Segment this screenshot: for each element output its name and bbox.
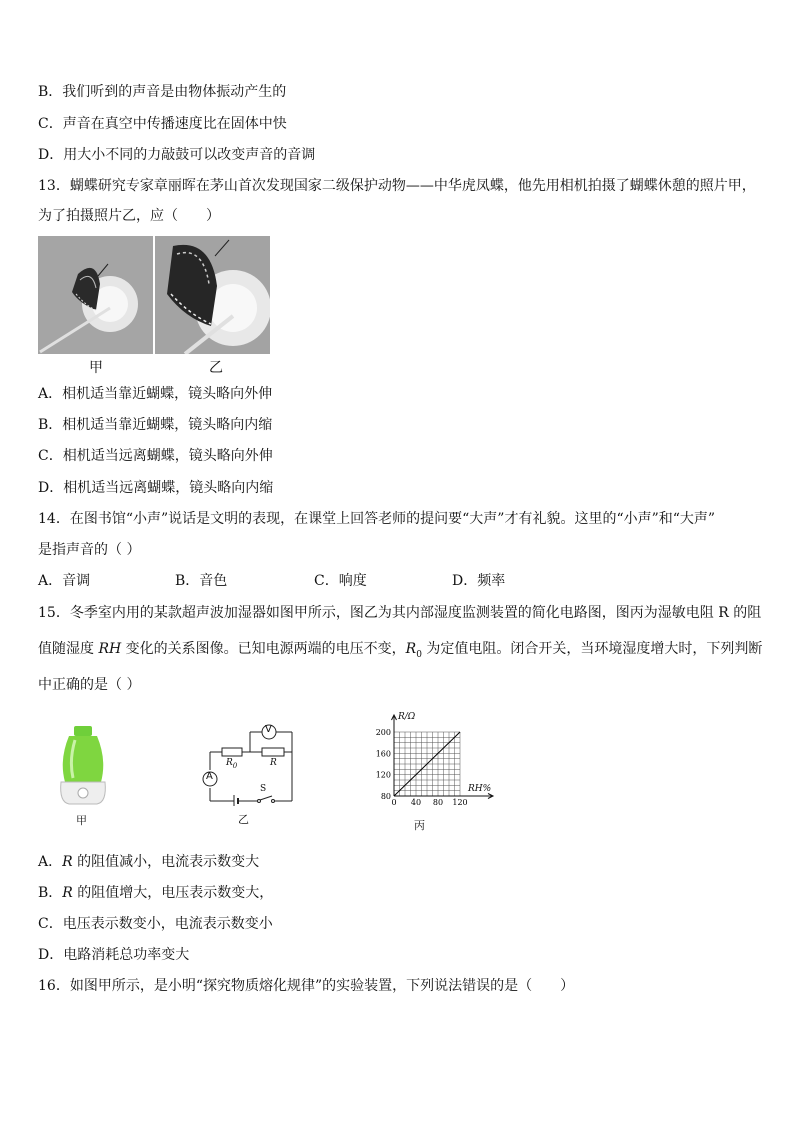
figure-c-caption: 丙 — [414, 819, 425, 832]
q13-option-c: C．相机适当远离蝴蝶，镜头略向外伸 — [38, 448, 273, 464]
graph-y-axis-label: R/Ω — [398, 712, 416, 722]
caption-photo-b: 乙 — [209, 360, 223, 376]
y-tick-label: 80 — [380, 792, 391, 801]
x-tick-label: 120 — [452, 798, 468, 807]
r0-label: $R_0$ — [226, 758, 238, 770]
q15-option-b: B．R 的阻值增大，电压表示数变大， — [38, 885, 274, 901]
humidifier-illustration — [55, 726, 111, 806]
q13-option-b: B．相机适当靠近蝴蝶，镜头略向内缩 — [38, 417, 273, 433]
butterfly-photo-b — [155, 236, 270, 354]
q15-stem-line2: 值随湿度 RH 变化的关系图像。已知电源两端的电压不变，$R_0$ 为定值电阻。闭合开关，当环境湿度增大时，下列判断 — [38, 641, 763, 660]
q15-option-a: A．R 的阻值减小，电流表示数变大 — [38, 854, 260, 870]
q13-option-d: D．相机适当远离蝴蝶，镜头略向内缩 — [38, 480, 274, 496]
q12-option-c: C．声音在真空中传播速度比在固体中快 — [38, 116, 287, 132]
q16-stem: 16．如图甲所示，是小明“探究物质熔化规律”的实验装置，下列说法错误的是（ ） — [38, 978, 575, 994]
q15-stem-line1: 15．冬季室内用的某款超声波加湿器如图甲所示，图乙为其内部湿度监测装置的简化电路图，图丙为湿敏电阻 R 的阻 — [38, 605, 762, 621]
q13-stem-line1: 13．蝴蝶研究专家章丽晖在茅山首次发现国家二级保护动物——中华虎凤蝶，他先用相机拍摄了蝴蝶休憩的照片甲， — [38, 178, 756, 194]
q14-stem-line2: 是指声音的（ ） — [38, 542, 141, 558]
switch-label: S — [260, 784, 267, 794]
q14-option-d: D．频率 — [452, 573, 506, 589]
r-label: R — [270, 758, 277, 768]
graph-svg — [368, 710, 498, 810]
q12-option-d: D．用大小不同的力敲鼓可以改变声音的音调 — [38, 147, 316, 163]
q15-option-d: D．电路消耗总功率变大 — [38, 947, 190, 963]
x-tick-label: 80 — [432, 798, 444, 807]
graph-x-axis-label: RH% — [468, 784, 492, 794]
q13-stem-line2: 为了拍摄照片乙，应（ ） — [38, 208, 220, 224]
q14-option-c: C．响度 — [314, 573, 367, 589]
q14-option-b: B．音色 — [175, 573, 228, 589]
x-tick-label: 40 — [410, 798, 422, 807]
q12-option-b: B．我们听到的声音是由物体振动产生的 — [38, 84, 287, 100]
q15-stem-line3: 中正确的是（ ） — [38, 677, 141, 693]
q14-stem-line1: 14．在图书馆“小声”说话是文明的表现，在课堂上回答老师的提问要“大声”才有礼貌。这里的“小声”和“大声” — [38, 511, 716, 527]
butterfly-photo-a — [38, 236, 153, 354]
x-tick-label: 0 — [391, 798, 397, 807]
voltmeter-label: V — [265, 724, 272, 735]
figure-b-caption: 乙 — [238, 813, 249, 826]
resistance-humidity-graph — [368, 710, 498, 810]
q14-option-a: A．音调 — [38, 573, 91, 589]
y-tick-label: 160 — [375, 749, 391, 759]
figure-a-caption: 甲 — [76, 814, 87, 827]
q15-option-c: C．电压表示数变小，电流表示数变小 — [38, 916, 273, 932]
circuit-diagram — [196, 722, 298, 806]
caption-photo-a: 甲 — [89, 360, 103, 376]
y-tick-label: 200 — [375, 728, 391, 737]
ammeter-label: A — [206, 771, 213, 782]
q13-option-a: A．相机适当靠近蝴蝶，镜头略向外伸 — [38, 386, 273, 402]
y-tick-label: 120 — [375, 770, 391, 780]
